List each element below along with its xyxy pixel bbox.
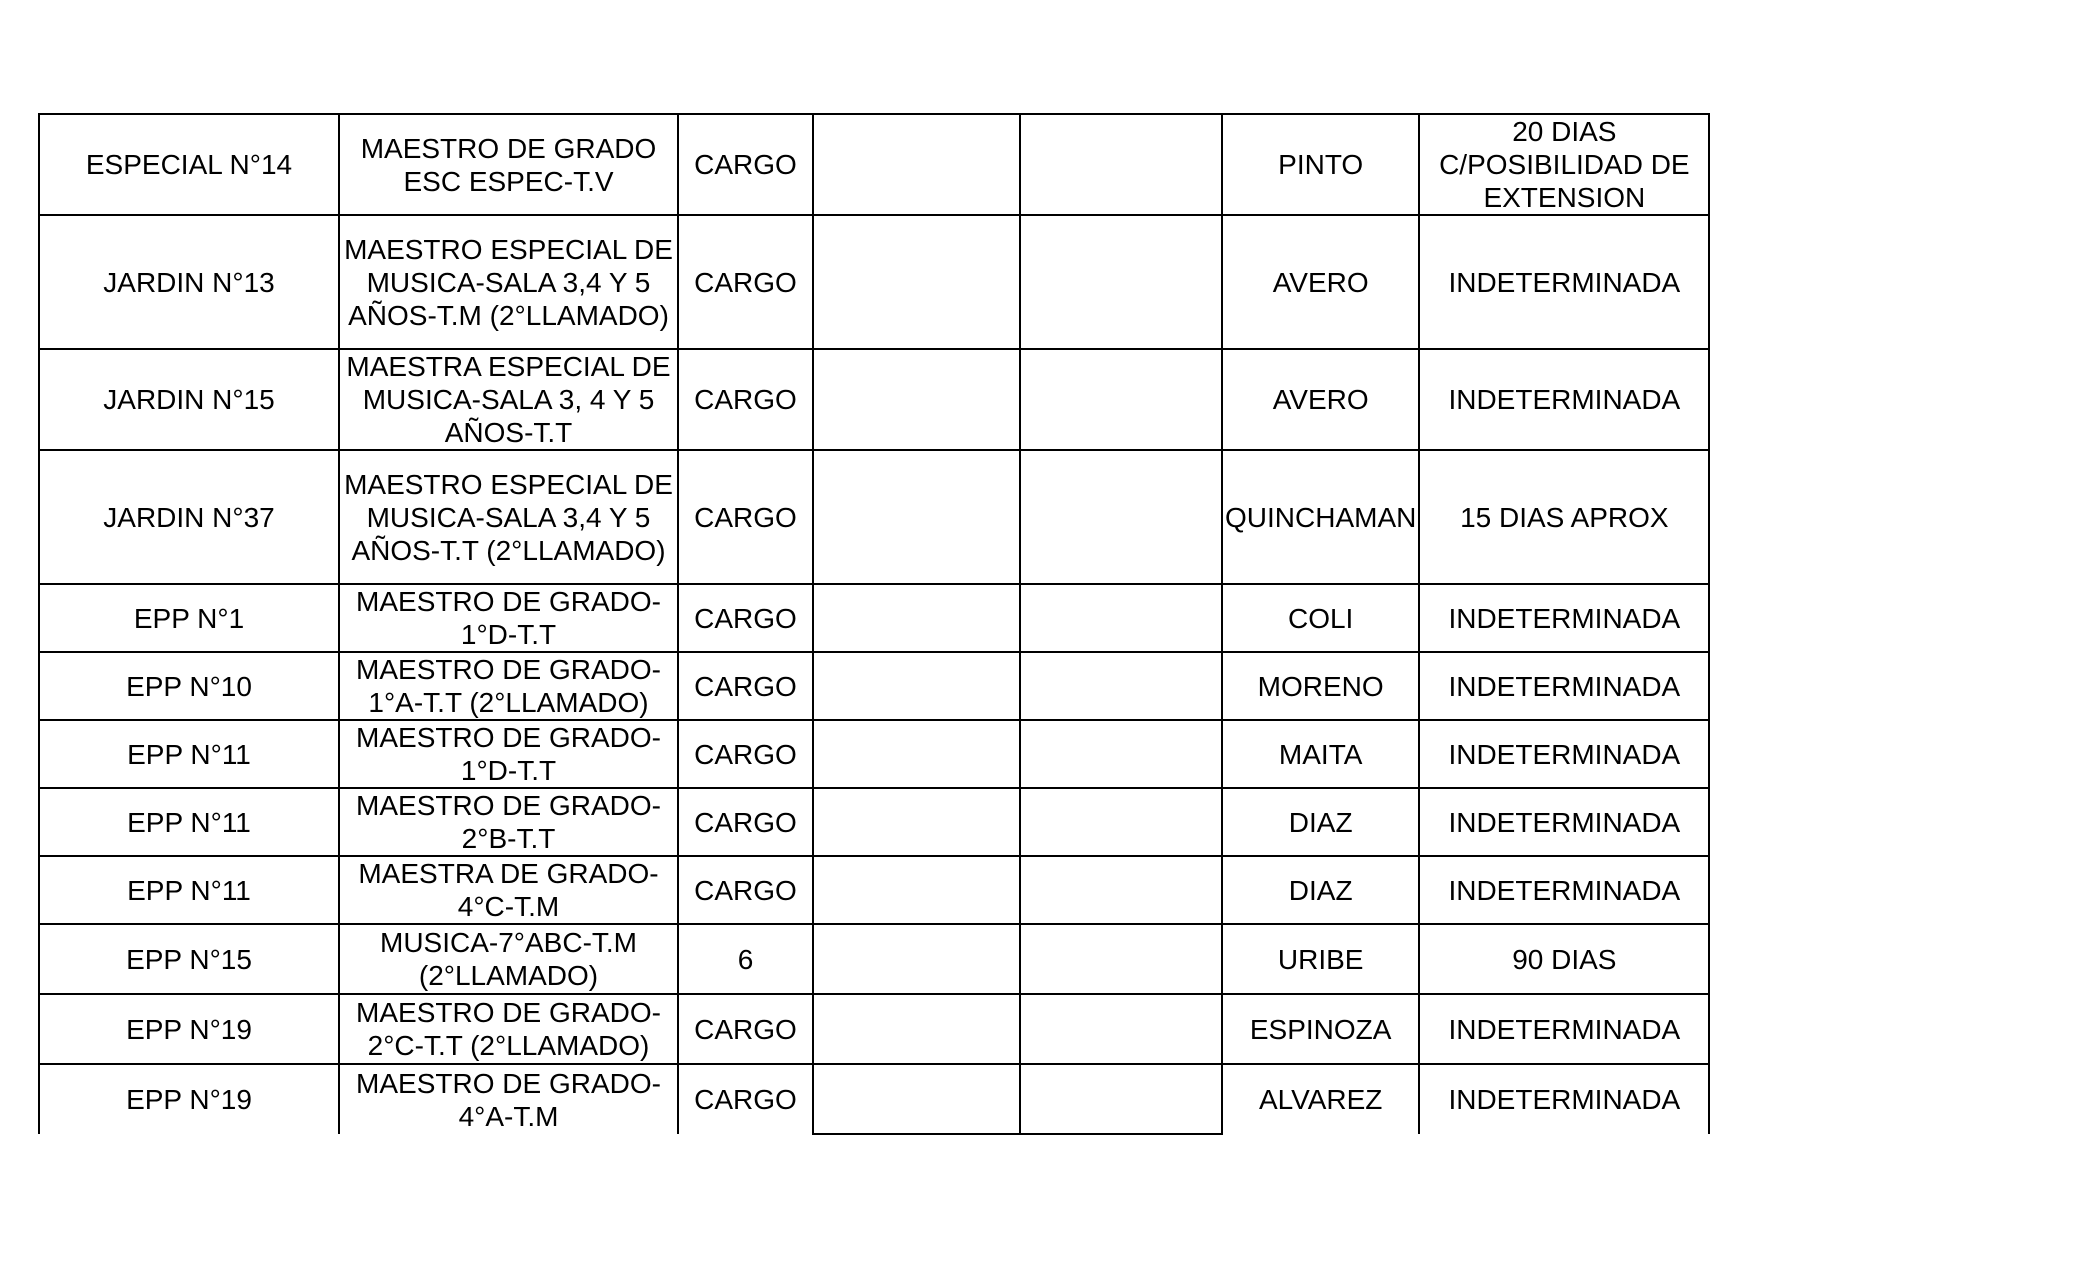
duration-cell: INDETERMINADA <box>1419 856 1709 924</box>
table-row <box>39 215 1709 349</box>
table-row <box>39 349 1709 450</box>
replaces-cell: MAITA <box>1222 720 1419 788</box>
duration-cell: INDETERMINADA <box>1419 1064 1709 1134</box>
position-cell: MAESTRO ESPECIAL DE MUSICA-SALA 3,4 Y 5 AÑOS-T.M (2°LLAMADO) <box>339 215 678 349</box>
table-row <box>39 652 1709 720</box>
position-cell: MAESTRO ESPECIAL DE MUSICA-SALA 3,4 Y 5 AÑOS-T.T (2°LLAMADO) <box>339 450 678 584</box>
duration-cell: 20 DIAS C/POSIBILIDAD DE EXTENSION <box>1419 114 1709 215</box>
position-cell: MUSICA-7°ABC-T.M (2°LLAMADO) <box>339 924 678 994</box>
blank-cell-5 <box>1020 450 1222 584</box>
replaces-cell: DIAZ <box>1222 856 1419 924</box>
hours-cell: CARGO <box>678 215 813 349</box>
blank-cell-5 <box>1020 994 1222 1064</box>
table-row <box>39 788 1709 856</box>
school-cell: EPP N°15 <box>39 924 339 994</box>
hours-cell: 6 <box>678 924 813 994</box>
position-cell: MAESTRA ESPECIAL DE MUSICA-SALA 3, 4 Y 5 AÑOS-T.T <box>339 349 678 450</box>
table-row <box>39 584 1709 652</box>
hours-cell: CARGO <box>678 450 813 584</box>
blank-cell-5 <box>1020 856 1222 924</box>
school-cell: EPP N°19 <box>39 994 339 1064</box>
duration-cell: 90 DIAS <box>1419 924 1709 994</box>
replaces-cell: DIAZ <box>1222 788 1419 856</box>
hours-cell: CARGO <box>678 720 813 788</box>
blank-cell-5 <box>1020 652 1222 720</box>
blank-cell-4 <box>813 584 1020 652</box>
position-cell: MAESTRO DE GRADO-2°B-T.T <box>339 788 678 856</box>
hours-cell: CARGO <box>678 994 813 1064</box>
blank-cell-4 <box>813 994 1020 1064</box>
blank-cell-4 <box>813 215 1020 349</box>
table-row <box>39 720 1709 788</box>
blank-cell-4 <box>813 788 1020 856</box>
blank-cell-4 <box>813 924 1020 994</box>
replaces-cell: ALVAREZ <box>1222 1064 1419 1134</box>
position-cell: MAESTRO DE GRADO ESC ESPEC-T.V <box>339 114 678 215</box>
table-row <box>39 450 1709 584</box>
school-cell: ESPECIAL N°14 <box>39 114 339 215</box>
position-cell: MAESTRA DE GRADO-4°C-T.M <box>339 856 678 924</box>
replaces-cell: ESPINOZA <box>1222 994 1419 1064</box>
position-cell: MAESTRO DE GRADO-2°C-T.T (2°LLAMADO) <box>339 994 678 1064</box>
duration-cell: INDETERMINADA <box>1419 584 1709 652</box>
duration-cell: 15 DIAS APROX <box>1419 450 1709 584</box>
vacancies-table <box>38 113 1710 1135</box>
replaces-cell: URIBE <box>1222 924 1419 994</box>
school-cell: EPP N°19 <box>39 1064 339 1134</box>
school-cell: EPP N°11 <box>39 856 339 924</box>
duration-cell: INDETERMINADA <box>1419 788 1709 856</box>
duration-cell: INDETERMINADA <box>1419 215 1709 349</box>
table-row <box>39 114 1709 215</box>
blank-cell-4 <box>813 114 1020 215</box>
school-cell: EPP N°10 <box>39 652 339 720</box>
blank-cell-4 <box>813 652 1020 720</box>
duration-cell: INDETERMINADA <box>1419 994 1709 1064</box>
position-cell: MAESTRO DE GRADO-4°A-T.M <box>339 1064 678 1134</box>
duration-cell: INDETERMINADA <box>1419 652 1709 720</box>
school-cell: JARDIN N°37 <box>39 450 339 584</box>
hours-cell: CARGO <box>678 856 813 924</box>
replaces-cell: AVERO <box>1222 349 1419 450</box>
blank-cell-5 <box>1020 349 1222 450</box>
position-cell: MAESTRO DE GRADO-1°D-T.T <box>339 584 678 652</box>
replaces-cell: QUINCHAMAN <box>1222 450 1419 584</box>
hours-cell: CARGO <box>678 1064 813 1134</box>
school-cell: JARDIN N°13 <box>39 215 339 349</box>
position-cell: MAESTRO DE GRADO-1°D-T.T <box>339 720 678 788</box>
blank-cell-4 <box>813 856 1020 924</box>
blank-cell-4 <box>813 450 1020 584</box>
table-row <box>39 1064 1709 1134</box>
table-row <box>39 994 1709 1064</box>
hours-cell: CARGO <box>678 652 813 720</box>
blank-cell-5 <box>1020 1064 1222 1134</box>
table-row <box>39 924 1709 994</box>
blank-cell-5 <box>1020 114 1222 215</box>
blank-cell-5 <box>1020 215 1222 349</box>
school-cell: EPP N°11 <box>39 788 339 856</box>
table-row <box>39 856 1709 924</box>
hours-cell: CARGO <box>678 114 813 215</box>
blank-cell-5 <box>1020 788 1222 856</box>
blank-cell-5 <box>1020 720 1222 788</box>
position-cell: MAESTRO DE GRADO-1°A-T.T (2°LLAMADO) <box>339 652 678 720</box>
replaces-cell: PINTO <box>1222 114 1419 215</box>
blank-cell-5 <box>1020 584 1222 652</box>
hours-cell: CARGO <box>678 349 813 450</box>
replaces-cell: MORENO <box>1222 652 1419 720</box>
blank-cell-4 <box>813 1064 1020 1134</box>
hours-cell: CARGO <box>678 584 813 652</box>
duration-cell: INDETERMINADA <box>1419 349 1709 450</box>
duration-cell: INDETERMINADA <box>1419 720 1709 788</box>
school-cell: EPP N°1 <box>39 584 339 652</box>
school-cell: JARDIN N°15 <box>39 349 339 450</box>
blank-cell-5 <box>1020 924 1222 994</box>
replaces-cell: AVERO <box>1222 215 1419 349</box>
blank-cell-4 <box>813 720 1020 788</box>
replaces-cell: COLI <box>1222 584 1419 652</box>
hours-cell: CARGO <box>678 788 813 856</box>
blank-cell-4 <box>813 349 1020 450</box>
school-cell: EPP N°11 <box>39 720 339 788</box>
